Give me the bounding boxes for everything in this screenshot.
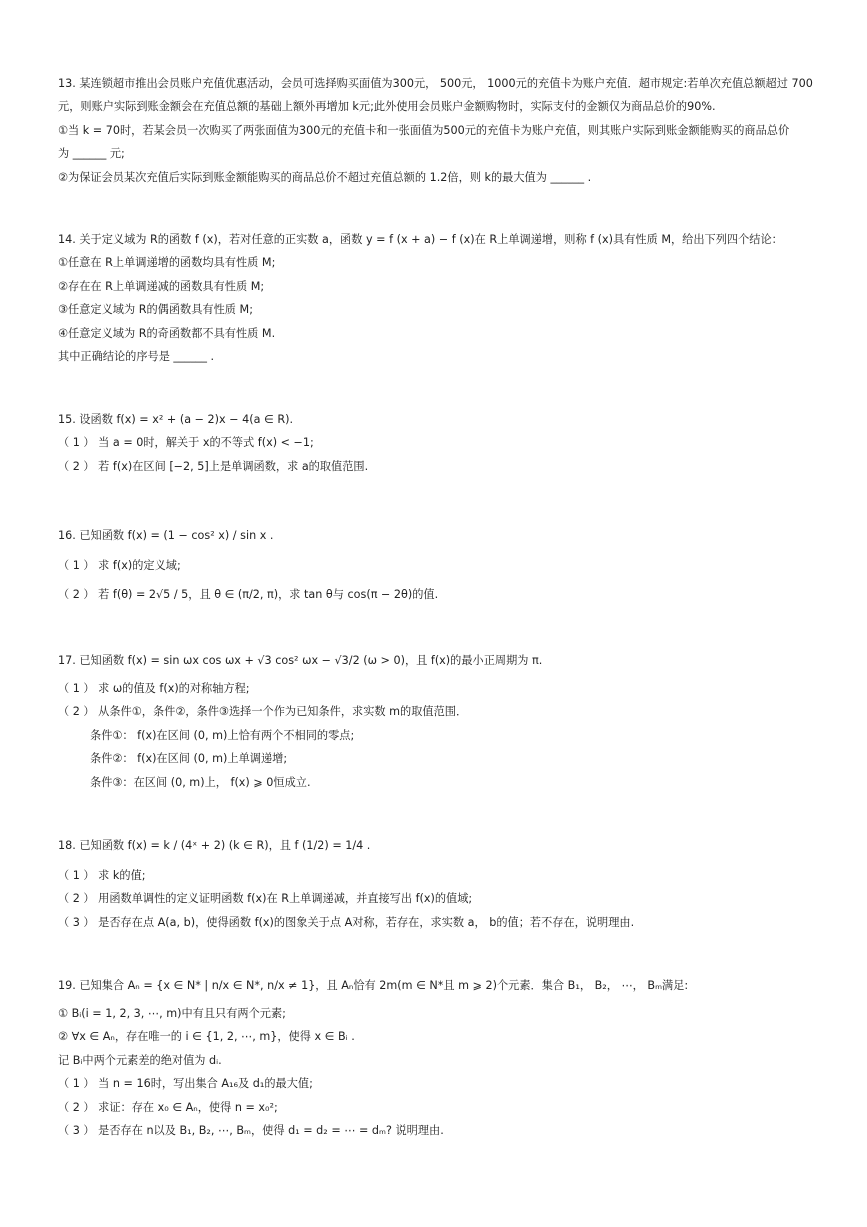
problem-19-line: 19. 已知集合 Aₙ = {x ∈ N* | n/x ∈ N*, n/x ≠ 1}，且 Aₙ恰有 2m(m ∈ N*且 m ⩾ 2)个元素．集合 B₁， B₂， ⋯， Bₘ满足: (58, 979, 689, 992)
problem-18-line: （ 3 ） 是否存在点 A(a, b)，使得函数 f(x)的图象关于点 A对称，若存在，求实数 a， b的值；若不存在，说明理由. (58, 915, 635, 929)
problem-16-line: （ 1 ） 求 f(x)的定义域; (58, 559, 181, 572)
problem-17-line: （ 2 ） 从条件①，条件②，条件③选择一个作为已知条件，求实数 m的取值范围． (58, 705, 468, 719)
problem-15-line: （ 2 ） 若 f(x)在区间 [−2, 5]上是单调函数，求 a的取值范围. (58, 459, 369, 473)
problem-15-line: （ 1 ） 当 a = 0时，解关于 x的不等式 f(x) < −1; (58, 436, 314, 450)
problem-13-line: ②为保证会员某次充值后实际到账金额能购买的商品总价不超过充值总额的 1.2倍，则 k的最大值为 ______ . (58, 170, 592, 184)
problem-18-line: 18. 已知函数 f(x) = k / (4ˣ + 2) (k ∈ R)，且 f (1/2) = 1/4 . (58, 839, 371, 852)
problem-13 (58, 72, 818, 189)
problem-14-line: 14. 关于定义域为 R的函数 f (x)，若对任意的正实数 a，函数 y = f (x + a) − f (x)在 R上单调递增，则称 f (x)具有性质 M，给出下列四个结论： (58, 233, 783, 246)
problem-17 (58, 645, 818, 794)
problem-18-line: （ 1 ） 求 k的值; (58, 869, 146, 882)
problem-17-condition: 条件①： f(x)在区间 (0, m)上恰有两个不相同的零点; (90, 728, 355, 742)
problem-18-line: （ 2 ） 用函数单调性的定义证明函数 f(x)在 R上单调递减，并直接写出 f(x)的值域; (58, 892, 473, 906)
problem-14-line: 其中正确结论的序号是 ______ . (58, 349, 215, 363)
problem-14-line: ④任意定义域为 R的奇函数都不具有性质 M. (58, 326, 276, 340)
problem-19-line: （ 1 ） 当 n = 16时，写出集合 A₁₆及 d₁的最大值; (58, 1077, 313, 1091)
problem-16-line: （ 2 ） 若 f(θ) = 2√5 / 5，且 θ ∈ (π/2, π)，求 tan θ与 cos(π − 2θ)的值. (58, 588, 439, 602)
problem-17-line: 17. 已知函数 f(x) = sin ωx cos ωx + √3 cos² ωx − √3/2 (ω > 0)，且 f(x)的最小正周期为 π. (58, 654, 543, 667)
problem-14-line: ③任意定义域为 R的偶函数具有性质 M; (58, 303, 253, 317)
problem-16-line: 16. 已知函数 f(x) = (1 − cos² x) / sin x . (58, 529, 274, 542)
problem-17-condition: 条件③：在区间 (0, m)上， f(x) ⩾ 0恒成立. (90, 775, 311, 789)
problem-14 (58, 228, 818, 368)
problem-15 (58, 408, 818, 478)
problem-18 (58, 828, 818, 934)
problem-19-line: ① Bᵢ(i = 1, 2, 3, ⋯, m)中有且只有两个元素; (58, 1007, 286, 1020)
problem-19 (58, 970, 818, 1142)
problem-19-line: （ 2 ） 求证：存在 x₀ ∈ Aₙ，使得 n = x₀²; (58, 1100, 278, 1114)
problem-13-line: 13. 某连锁超市推出会员账户充值优惠活动，会员可选择购买面值为300元， 500元， 1000元的充值卡为账户充值．超市规定:若单次充值总额超过 700 (58, 77, 813, 90)
problem-14-line: ②存在在 R上单调递减的函数具有性质 M; (58, 279, 265, 293)
problem-19-line: ② ∀x ∈ Aₙ，存在唯一的 i ∈ {1, 2, ⋯, m}，使得 x ∈ Bᵢ . (58, 1030, 355, 1044)
problem-16 (58, 518, 818, 613)
problem-19-line: （ 3 ） 是否存在 n以及 B₁, B₂, ⋯, Bₘ，使得 d₁ = d₂ = ⋯ = dₘ? 说明理由. (58, 1123, 444, 1137)
problem-17-condition: 条件②： f(x)在区间 (0, m)上单调递增; (90, 752, 288, 766)
problem-17-line: （ 1 ） 求 ω的值及 f(x)的对称轴方程; (58, 682, 250, 695)
problem-15-line: 15. 设函数 f(x) = x² + (a − 2)x − 4(a ∈ R). (58, 413, 294, 426)
problem-14-line: ①任意在 R上单调递增的函数均具有性质 M; (58, 256, 276, 270)
problem-13-line: ①当 k = 70时，若某会员一次购买了两张面值为300元的充值卡和一张面值为500元的充值卡为账户充值，则其账户实际到账金额能购买的商品总价 (58, 123, 790, 137)
problem-13-line: 为 ______ 元; (58, 147, 125, 161)
problem-13-line: 元，则账户实际到账金额会在充值总额的基础上额外再增加 k元;此外使用会员账户金额购物时，实际支付的金额仅为商品总价的90%. (58, 100, 716, 114)
problem-19-line: 记 Bᵢ中两个元素差的绝对值为 dᵢ. (58, 1053, 222, 1067)
